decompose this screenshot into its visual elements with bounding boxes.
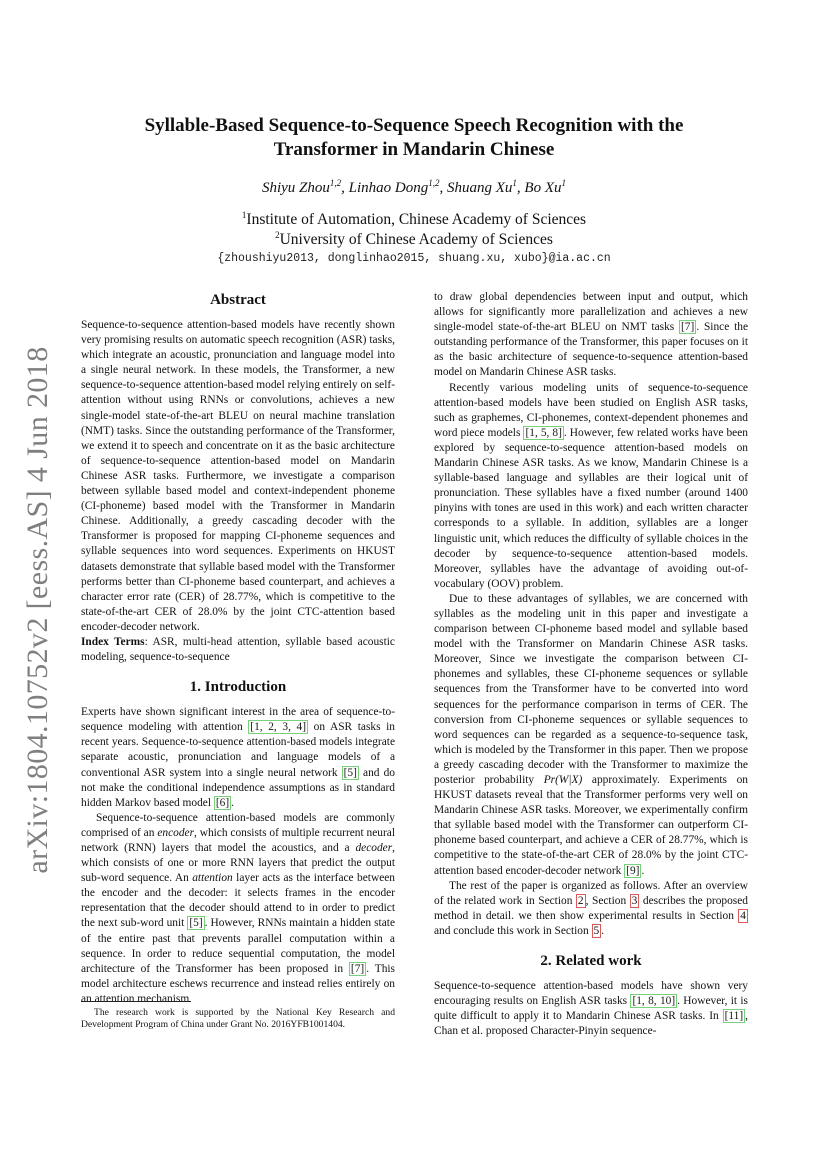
affiliation-2: $^2$University of Chinese Academy of Sciences bbox=[275, 230, 553, 249]
intro-paragraph-3: to draw global dependencies between input and output, which allows for significantly more parallelization and achieves a new single-model state-of-the-art BLEU on NMT tasks [7] . Since the outstanding performance of the Transformer, this paper focuses on it as the basic architecture of sequence-to-sequence attention-based model on Mandarin Chinese ASR tasks. bbox=[434, 291, 748, 379]
citation-link[interactable]: [5] bbox=[343, 766, 357, 779]
intro-paragraph-2: Sequence-to-sequence attention-based models are commonly comprised of an encoder, which consists of multiple recurrent neural network (RNN) layers that model the acoustics, and a decoder, which consists of one or more RNN layers that predict the output sub-word sequence. An attention layer acts as the interface between the encoder and the decoder: it selects frames in the encoder representation that the decoder should attend to in order to predict the next sub-word unit [5] . However, RNNs maintain a hidden state of the entire past that prevents parallel computation within a sequence. In order to reduce sequential computation, the model architecture of the Transformer has been proposed in [7] . This model architecture eschews recurrence and instead relies entirely on an attention mechanism bbox=[81, 811, 395, 1005]
section-link[interactable]: 3 bbox=[631, 894, 638, 907]
citation-link[interactable]: [1, 8, 10] bbox=[632, 995, 676, 1008]
intro-paragraph-4: Recently various modeling units of sequence-to-sequence attention-based models have been studied on English ASR tasks, such as graphemes, CI-phonemes, context-dependent phonemes and word piece models [1, 5, 8] . However, few related works have been explored by sequence-to-sequence attention-based models on Mandarin Chinese ASR tasks. As we know, Mandarin Chinese is a syllable-based language and syllables are their logical unit of pronunciation. These syllables have a fixed number (around 1400 pinyins with tones are used in this work) and each written character corresponds to a syllable. In addition, syllables are a longer linguistic unit, which reduces the difficulty of syllable choices in the decoder by sequence-to-sequence attention-based models. Moreover, syllables have the advantage of avoiding out-of-vocabulary (OOV) problem. bbox=[434, 381, 748, 590]
right-column bbox=[434, 290, 748, 1039]
index-terms-text: : ASR, multi-head attention, syllable based acoustic modeling, sequence-to-sequence bbox=[81, 635, 395, 664]
citation-link[interactable]: [7] bbox=[681, 321, 695, 334]
footnote: The research work is supported by the National Key Research and Development Program of China under Grant No. 2016YFB1001404. bbox=[81, 1007, 395, 1031]
abstract-heading: Abstract bbox=[210, 292, 266, 308]
citation-link[interactable]: [1, 5, 8] bbox=[525, 426, 562, 439]
math-expression: Pr(W|X) bbox=[543, 774, 583, 786]
intro-paragraph-5: Due to these advantages of syllables, we are concerned with syllables as the modeling unit in this paper and investigate a comparison between CI-phoneme based model and syllable based model with the Transformer on Mandarin Chinese ASR tasks. Moreover, Since we investigate the comparison between CI-phonemes and syllables, these CI-phoneme sequences or syllable sequences from the Transformer have to be converted into word sequences for the performance comparison in terms of CER. The conversion from CI-phoneme sequences or syllable sequences to word sequences can be regarded as a sequence-to-sequence task, which is modeled by the Transformer in this paper. Then we propose a greedy cascading decoder with the Transformer to maximize the posterior probability Pr(W|X) approximately. Experiments on HKUST datasets reveal that the Transformer performs very well on Mandarin Chinese ASR tasks. Moreover, we experimentally confirm that syllable based model with the Transformer can outperform CI-phoneme based counterpart, and achieve a CER of 28.77%, which is competitive to the state-of-the-art CER of 28.0% by the joint CTC-attention based encoder-decoder network [9] . bbox=[434, 592, 748, 877]
citation-link[interactable]: [6] bbox=[215, 796, 230, 809]
left-column bbox=[81, 290, 395, 1007]
section-link[interactable]: 4 bbox=[740, 909, 746, 922]
citation-link[interactable]: [1, 2, 3, 4] bbox=[250, 721, 307, 734]
intro-paragraph-6: The rest of the paper is organized as follows. After an overview of the related work in Section 2 , Section 3 describes the proposed method in detail. we then show experimental results in Section 4 and conclude this work in Section 5 . bbox=[434, 879, 748, 937]
intro-paragraph-1: Experts have shown significant interest in the area of sequence-to-sequence modeling with attention [1, 2, 3, 4] on ASR tasks in recent years. Sequence-to-sequence attention-based models integrate separate acoustic, pronunciation and language models of a conventional ASR system into a single neural network [5] and do not make the conditional independence assumptions as in standard hidden Markov based model [6] . bbox=[81, 706, 396, 809]
title-line-1: Syllable-Based Sequence-to-Sequence Speech Recognition with the bbox=[144, 115, 684, 136]
affiliation-1: $^1$Institute of Automation, Chinese Academy of Sciences bbox=[241, 210, 587, 229]
related-work-heading: 2. Related work bbox=[540, 953, 642, 970]
citation-link[interactable]: [9] bbox=[626, 864, 640, 877]
citation-link[interactable]: [7] bbox=[350, 962, 365, 975]
citation-link[interactable]: [5] bbox=[189, 917, 203, 930]
abstract-text: Sequence-to-sequence attention-based models have recently shown very promising results on automatic speech recognition (ASR) tasks, which integrate an acoustic, pronunciation and language model into a single neural network. In these models, the Transformer, a new sequence-to-sequence attention-based model relying entirely on self-attention without using RNNs or convolutions, achieves a new single-model state-of-the-art BLEU on neural machine translation (NMT) tasks. Since the outstanding performance of the Transformer, we extend it to speech and concentrate on it as the basic architecture of sequence-to-sequence attention-based model on Mandarin Chinese ASR tasks. Furthermore, we investigate a comparison between syllable based model and context-independent phoneme (CI-phoneme) based model with the Transformer in Mandarin Chinese. Additionally, a greedy cascading decoder with the Transformer is proposed for mapping CI-phoneme sequences and syllable sequences into word sequences. Experiments on HKUST datasets demonstrate that syllable based model with the Transformer performs better than CI-phoneme based counterpart, and achieves a character error rate (CER) of 28.77%, which is competitive to the state-of-the-art CER of 28.0% by the joint CTC-attention based encoder-decoder network. bbox=[81, 319, 395, 633]
footnote-rule bbox=[81, 1001, 191, 1002]
arxiv-stamp bbox=[0, 0, 80, 1171]
paper-title bbox=[100, 114, 728, 162]
author-emails: {zhoushiyu2013, donglinhao2015, shuang.xu, xubo}@ia.ac.cn bbox=[217, 252, 611, 265]
introduction-heading: 1. Introduction bbox=[189, 679, 287, 696]
citation-link[interactable]: [11] bbox=[724, 1010, 744, 1023]
index-terms bbox=[81, 635, 395, 665]
index-terms-label: Index Terms bbox=[81, 635, 145, 648]
section-link[interactable]: 2 bbox=[577, 894, 584, 907]
title-line-2: Transformer in Mandarin Chinese bbox=[273, 139, 555, 160]
section-link[interactable]: 5 bbox=[593, 924, 600, 937]
author-list: Shiyu Zhou$^{1,2}$, Linhao Dong$^{1,2}$, Shuang Xu$^1$, Bo Xu$^1$ bbox=[261, 178, 566, 196]
arxiv-identifier: arXiv:1804.10752v2 [eess.AS] 4 Jun 2018 bbox=[21, 346, 54, 874]
related-work-paragraph-1: Sequence-to-sequence attention-based models have shown very encouraging results on English ASR tasks [1, 8, 10] . However, it is quite difficult to apply it to Mandarin Chinese ASR tasks. In [11] , Chan et al. proposed Character-Pinyin sequence- bbox=[434, 980, 748, 1038]
